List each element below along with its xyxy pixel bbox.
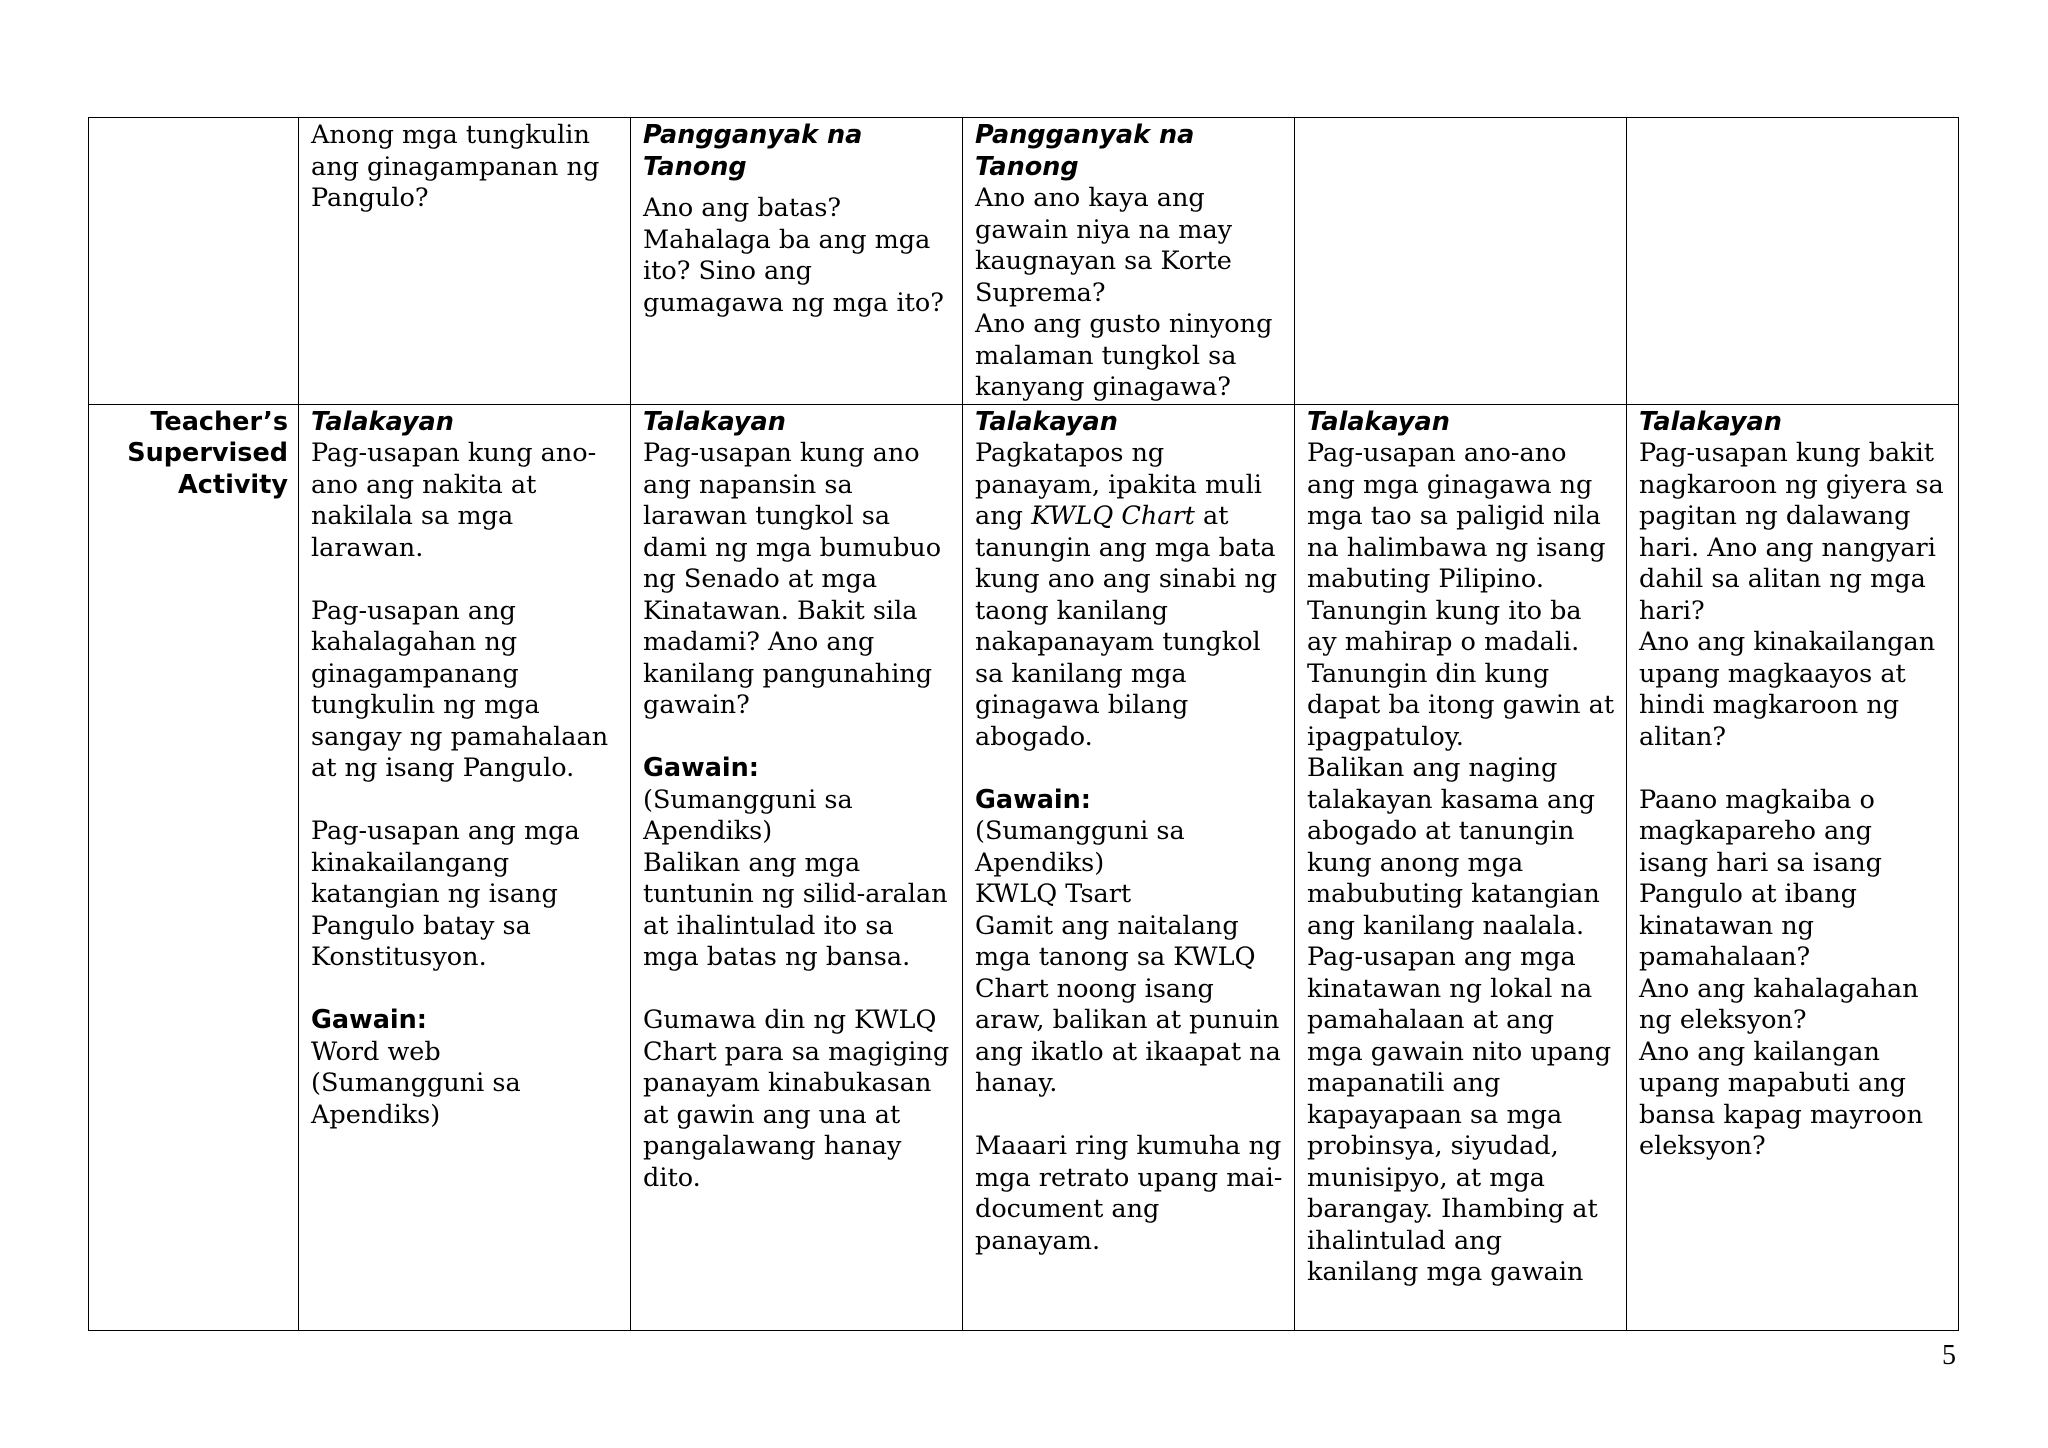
question-text: Ano ang gusto ninyong malaman tungkol sa kanyang ginagawa? xyxy=(975,309,1273,402)
paragraph: Balikan ang mga tuntunin ng silid-aralan at ihalintulad ito sa mga batas ng bansa. xyxy=(643,847,948,972)
cell-day3-activity xyxy=(963,404,1295,1330)
paragraph: Pag-usapan ang mga kinatawan ng lokal na pamahalaan at ang mga gawain nito upang mapanatili ang kapayapaan sa mga probinsya, siyudad, munisipyo, at mga barangay. Ihambing at ihalintulad ang kanilang mga gawain xyxy=(1307,942,1612,1287)
cell-day3-question xyxy=(963,118,1295,405)
paragraph: Pag-usapan kung ano ang napansin sa larawan tungkol sa dami ng mga bumubuo ng Senado at mga Kinatawan. Bakit sila madami? Ano ang kanilang pangunahing gawain? xyxy=(643,438,942,720)
cell-day4-activity xyxy=(1295,404,1627,1330)
paragraph: Pag-usapan ano-ano ang mga ginagawa ng mga tao sa paligid nila na halimbawa ng isang mabuting Pilipino. Tanungin kung ito ba ay mahirap o madali. Tanungin din kung dapat ba itong gawin at ipagpatuloy. xyxy=(1307,438,1615,752)
paragraph: Maaari ring kumuha ng mga retrato upang mai-document ang panayam. xyxy=(975,1131,1283,1256)
paragraph: (Sumangguni sa Apendiks) xyxy=(975,816,1185,878)
question-text: Ano ano kaya ang gawain niya na may kaugnayan sa Korte Suprema? xyxy=(975,183,1233,308)
paragraph: (Sumangguni sa Apendiks) xyxy=(643,784,853,846)
paragraph: Pag-usapan kung ano-ano ang nakita at nakilala sa mga larawan. xyxy=(311,438,597,563)
lesson-plan-table xyxy=(88,117,1959,1331)
paragraph: Pag-usapan ang kahalagahan ng ginagampanang tungkulin ng mga sangay ng pamahalaan at ng isang Pangulo. xyxy=(311,595,609,783)
kwlq-chart-term: KWLQ Chart xyxy=(1031,501,1195,531)
question-text: Anong mga tungkulin ang ginagampanan ng Pangulo? xyxy=(311,120,600,213)
gawain-heading: Gawain: xyxy=(975,784,1091,815)
paragraph: Word web xyxy=(311,1036,441,1067)
row-label-cell xyxy=(89,404,299,1330)
row-label: Teacher’s Supervised Activity xyxy=(127,406,288,500)
table-row xyxy=(89,404,1959,1330)
cell-heading: Talakayan xyxy=(311,406,454,437)
paragraph xyxy=(975,438,1284,753)
paragraph: Ano ang kailangan upang mapabuti ang bansa kapag mayroon eleksyon? xyxy=(1639,1036,1924,1161)
cell-day4-question xyxy=(1295,118,1627,405)
paragraph: Paano magkaiba o magkapareho ang isang hari sa isang Pangulo at ibang kinatawan ng pamahalaan? xyxy=(1639,784,1882,972)
gawain-heading: Gawain: xyxy=(311,1005,427,1035)
cell-day2-question xyxy=(631,118,963,405)
row-label-cell xyxy=(89,118,299,405)
paragraph: KWLQ Tsart xyxy=(975,879,1132,909)
cell-heading: Pangganyak na Tanong xyxy=(643,120,863,182)
text-segment: at tanungin ang mga bata kung ano ang sinabi ng taong kanilang nakapanayam tungkol sa kanilang mga ginagawa bilang abogado. xyxy=(975,501,1278,752)
page-number: 5 xyxy=(1942,1340,1956,1371)
gawain-heading: Gawain: xyxy=(643,753,759,783)
paragraph: Gamit ang naitalang mga tanong sa KWLQ Chart noong isang araw, balikan at punuin ang ikatlo at ikaapat na hanay. xyxy=(975,910,1281,1098)
cell-heading: Pangganyak na Tanong xyxy=(975,120,1195,182)
text-segment: Pagkatapos ng panayam, ipakita muli ang xyxy=(975,438,1262,531)
table-row xyxy=(89,118,1959,405)
question-text: Ano ang batas? Mahalaga ba ang mga ito? Sino ang gumagawa ng mga ito? xyxy=(643,193,944,318)
cell-day1-question xyxy=(299,118,631,405)
cell-day5-question xyxy=(1627,118,1959,405)
paragraph: Pag-usapan kung bakit nagkaroon ng giyera sa pagitan ng dalawang hari. Ano ang nangyari dahil sa alitan ng mga hari? xyxy=(1639,438,1944,626)
cell-day5-activity xyxy=(1627,404,1959,1330)
paragraph: Ano ang kahalagahan ng eleksyon? xyxy=(1639,973,1919,1035)
cell-day2-activity xyxy=(631,404,963,1330)
paragraph: (Sumangguni sa Apendiks) xyxy=(311,1068,521,1130)
cell-heading: Talakayan xyxy=(1307,406,1450,437)
cell-heading: Talakayan xyxy=(1639,406,1782,437)
paragraph: Pag-usapan ang mga kinakailangang katangian ng isang Pangulo batay sa Konstitusyon. xyxy=(311,816,580,972)
paragraph: Gumawa din ng KWLQ Chart para sa magiging panayam kinabukasan at gawin ang una at pangalawang hanay dito. xyxy=(643,1005,950,1193)
cell-day1-activity xyxy=(299,404,631,1330)
paragraph: Ano ang kinakailangan upang magkaayos at hindi magkaroon ng alitan? xyxy=(1639,627,1936,752)
cell-heading: Talakayan xyxy=(975,406,1118,437)
cell-heading: Talakayan xyxy=(643,406,786,437)
paragraph: Balikan ang naging talakayan kasama ang abogado at tanungin kung anong mga mabubuting katangian ang kanilang naalala. xyxy=(1307,753,1600,941)
